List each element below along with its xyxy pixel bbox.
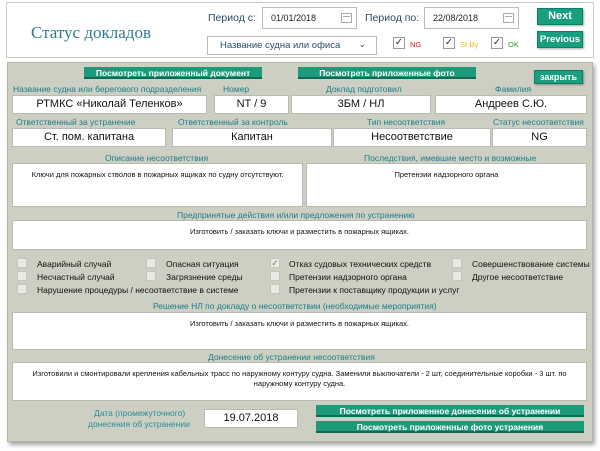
next-button[interactable]: Next	[537, 8, 583, 25]
status-stby-label: St-By	[460, 40, 479, 49]
nc-type-label: Тип несоответствия	[367, 117, 446, 127]
category-label: Претензии к поставщику продукции и услуг	[289, 285, 460, 295]
category-checkbox[interactable]	[17, 258, 27, 268]
fix-date-label: Дата (промежуточного)	[94, 408, 186, 418]
category-checkbox[interactable]	[452, 258, 462, 268]
status-stby-checkbox[interactable]	[443, 37, 455, 49]
responsible-control-value: Капитан	[172, 128, 332, 147]
close-button[interactable]: закрыть	[534, 70, 583, 84]
number-label: Номер	[223, 84, 250, 94]
fix-report-label: Донесение об устранении несоответствия	[208, 352, 375, 362]
chevron-down-icon: ⌄	[358, 39, 366, 49]
category-checkbox[interactable]	[452, 271, 462, 281]
page-title: Статус докладов	[31, 23, 151, 42]
category-checkbox[interactable]	[270, 271, 280, 281]
decision-value: Изготовить / заказать ключи и разместить в пожарных ящиках.	[12, 312, 587, 350]
responsible-fix-value: Ст. пом. капитана	[12, 128, 166, 147]
view-fix-photo-button[interactable]: Посмотреть приложенные фото устранения	[316, 421, 584, 433]
prepared-by-label: Доклад подготовил	[326, 84, 402, 94]
period-to-input[interactable]	[424, 7, 519, 29]
period-to-label: Период по:	[365, 12, 420, 24]
period-from-value: 01/01/2018	[271, 13, 317, 23]
nc-type-value: Несоответствие	[333, 128, 491, 147]
actions-value: Изготовить / заказать ключи и разместить в пожарных ящиках.	[12, 220, 587, 250]
description-label: Описание несоответствия	[105, 153, 209, 163]
category-label: Аварийный случай	[37, 259, 112, 269]
category-label: Отказ судовых технических средств	[289, 259, 432, 269]
actions-label: Предпринятые действия и/или предложения по устранению	[177, 210, 415, 220]
category-checkbox[interactable]	[270, 258, 280, 268]
vessel-office-select-value: Название судна или офиса	[220, 40, 341, 51]
check-icon: ✓	[444, 37, 454, 48]
nc-status-value: NG	[492, 128, 587, 147]
description-value: Ключи для пожарных стволов в пожарных ящиках по судну отсутствуют.	[12, 163, 303, 207]
vessel-label: Название судна или берегового подразделения	[13, 84, 202, 94]
category-label: Опасная ситуация	[166, 259, 239, 269]
category-checkbox[interactable]	[146, 271, 156, 281]
status-ok-label: OK	[508, 40, 519, 49]
previous-button[interactable]: Previous	[537, 31, 583, 48]
surname-label: Фамилия	[495, 84, 532, 94]
status-ng-label: NG	[410, 40, 422, 49]
vessel-value: РТМКС «Николай Теленков»	[12, 95, 207, 114]
responsible-control-label: Ответственный за контроль	[178, 117, 288, 127]
filter-header	[6, 2, 594, 58]
responsible-fix-label: Ответственный за устранение	[16, 117, 136, 127]
decision-label: Решение НЛ по докладу о несоответствии (необходимые мероприятия)	[153, 301, 437, 311]
category-label: Другое несоответствие	[472, 272, 564, 282]
category-label: Нарушение процедуры / несоответствие в системе	[37, 285, 239, 295]
category-checkbox[interactable]	[270, 284, 280, 294]
category-label: Несчастный случай	[37, 272, 115, 282]
view-document-button[interactable]: Посмотреть приложенный документ	[84, 67, 262, 79]
category-checkbox[interactable]	[146, 258, 156, 268]
view-fix-report-button[interactable]: Посмотреть приложенное донесение об устранении	[316, 405, 584, 417]
status-ok-checkbox[interactable]	[491, 37, 503, 49]
check-icon: ✓	[492, 37, 502, 48]
category-label: Совершенствование системы	[472, 259, 590, 269]
calendar-icon[interactable]	[503, 13, 514, 23]
period-to-value: 22/08/2018	[433, 13, 479, 23]
period-from-input[interactable]	[262, 7, 357, 29]
fix-date-label: донесения об устранении	[88, 419, 190, 429]
check-icon: ✓	[271, 258, 279, 268]
report-panel	[7, 62, 593, 442]
category-checkbox[interactable]	[17, 284, 27, 294]
prepared-by-value: 3БМ / НЛ	[291, 95, 431, 114]
number-value: NT / 9	[214, 95, 289, 114]
vessel-office-select[interactable]	[207, 36, 377, 55]
fix-date-value: 19.07.2018	[204, 409, 298, 428]
category-checkbox[interactable]	[17, 271, 27, 281]
calendar-icon[interactable]	[341, 13, 352, 23]
check-icon: ✓	[394, 37, 404, 48]
nc-status-label: Статус несоответствия	[493, 117, 584, 127]
status-ng-checkbox[interactable]	[393, 37, 405, 49]
surname-value: Андреев С.Ю.	[435, 95, 587, 114]
category-label: Претензии надзорного органа	[289, 272, 407, 282]
fix-report-value: Изготовили и смонтировали крепления кабельных трасс по наружному контуру судна. Заменили выключатели - 2 шт, соединительные коробки - 3 шт. по наружному контуру судна.	[12, 362, 587, 401]
consequences-label: Последствия, имевшие место и возможные	[364, 153, 537, 163]
category-label: Загрязнение среды	[166, 272, 243, 282]
view-photo-button[interactable]: Посмотреть приложенные фото	[298, 67, 476, 79]
consequences-value: Претензии надзорного органа	[306, 163, 587, 207]
period-from-label: Период с:	[208, 12, 256, 24]
